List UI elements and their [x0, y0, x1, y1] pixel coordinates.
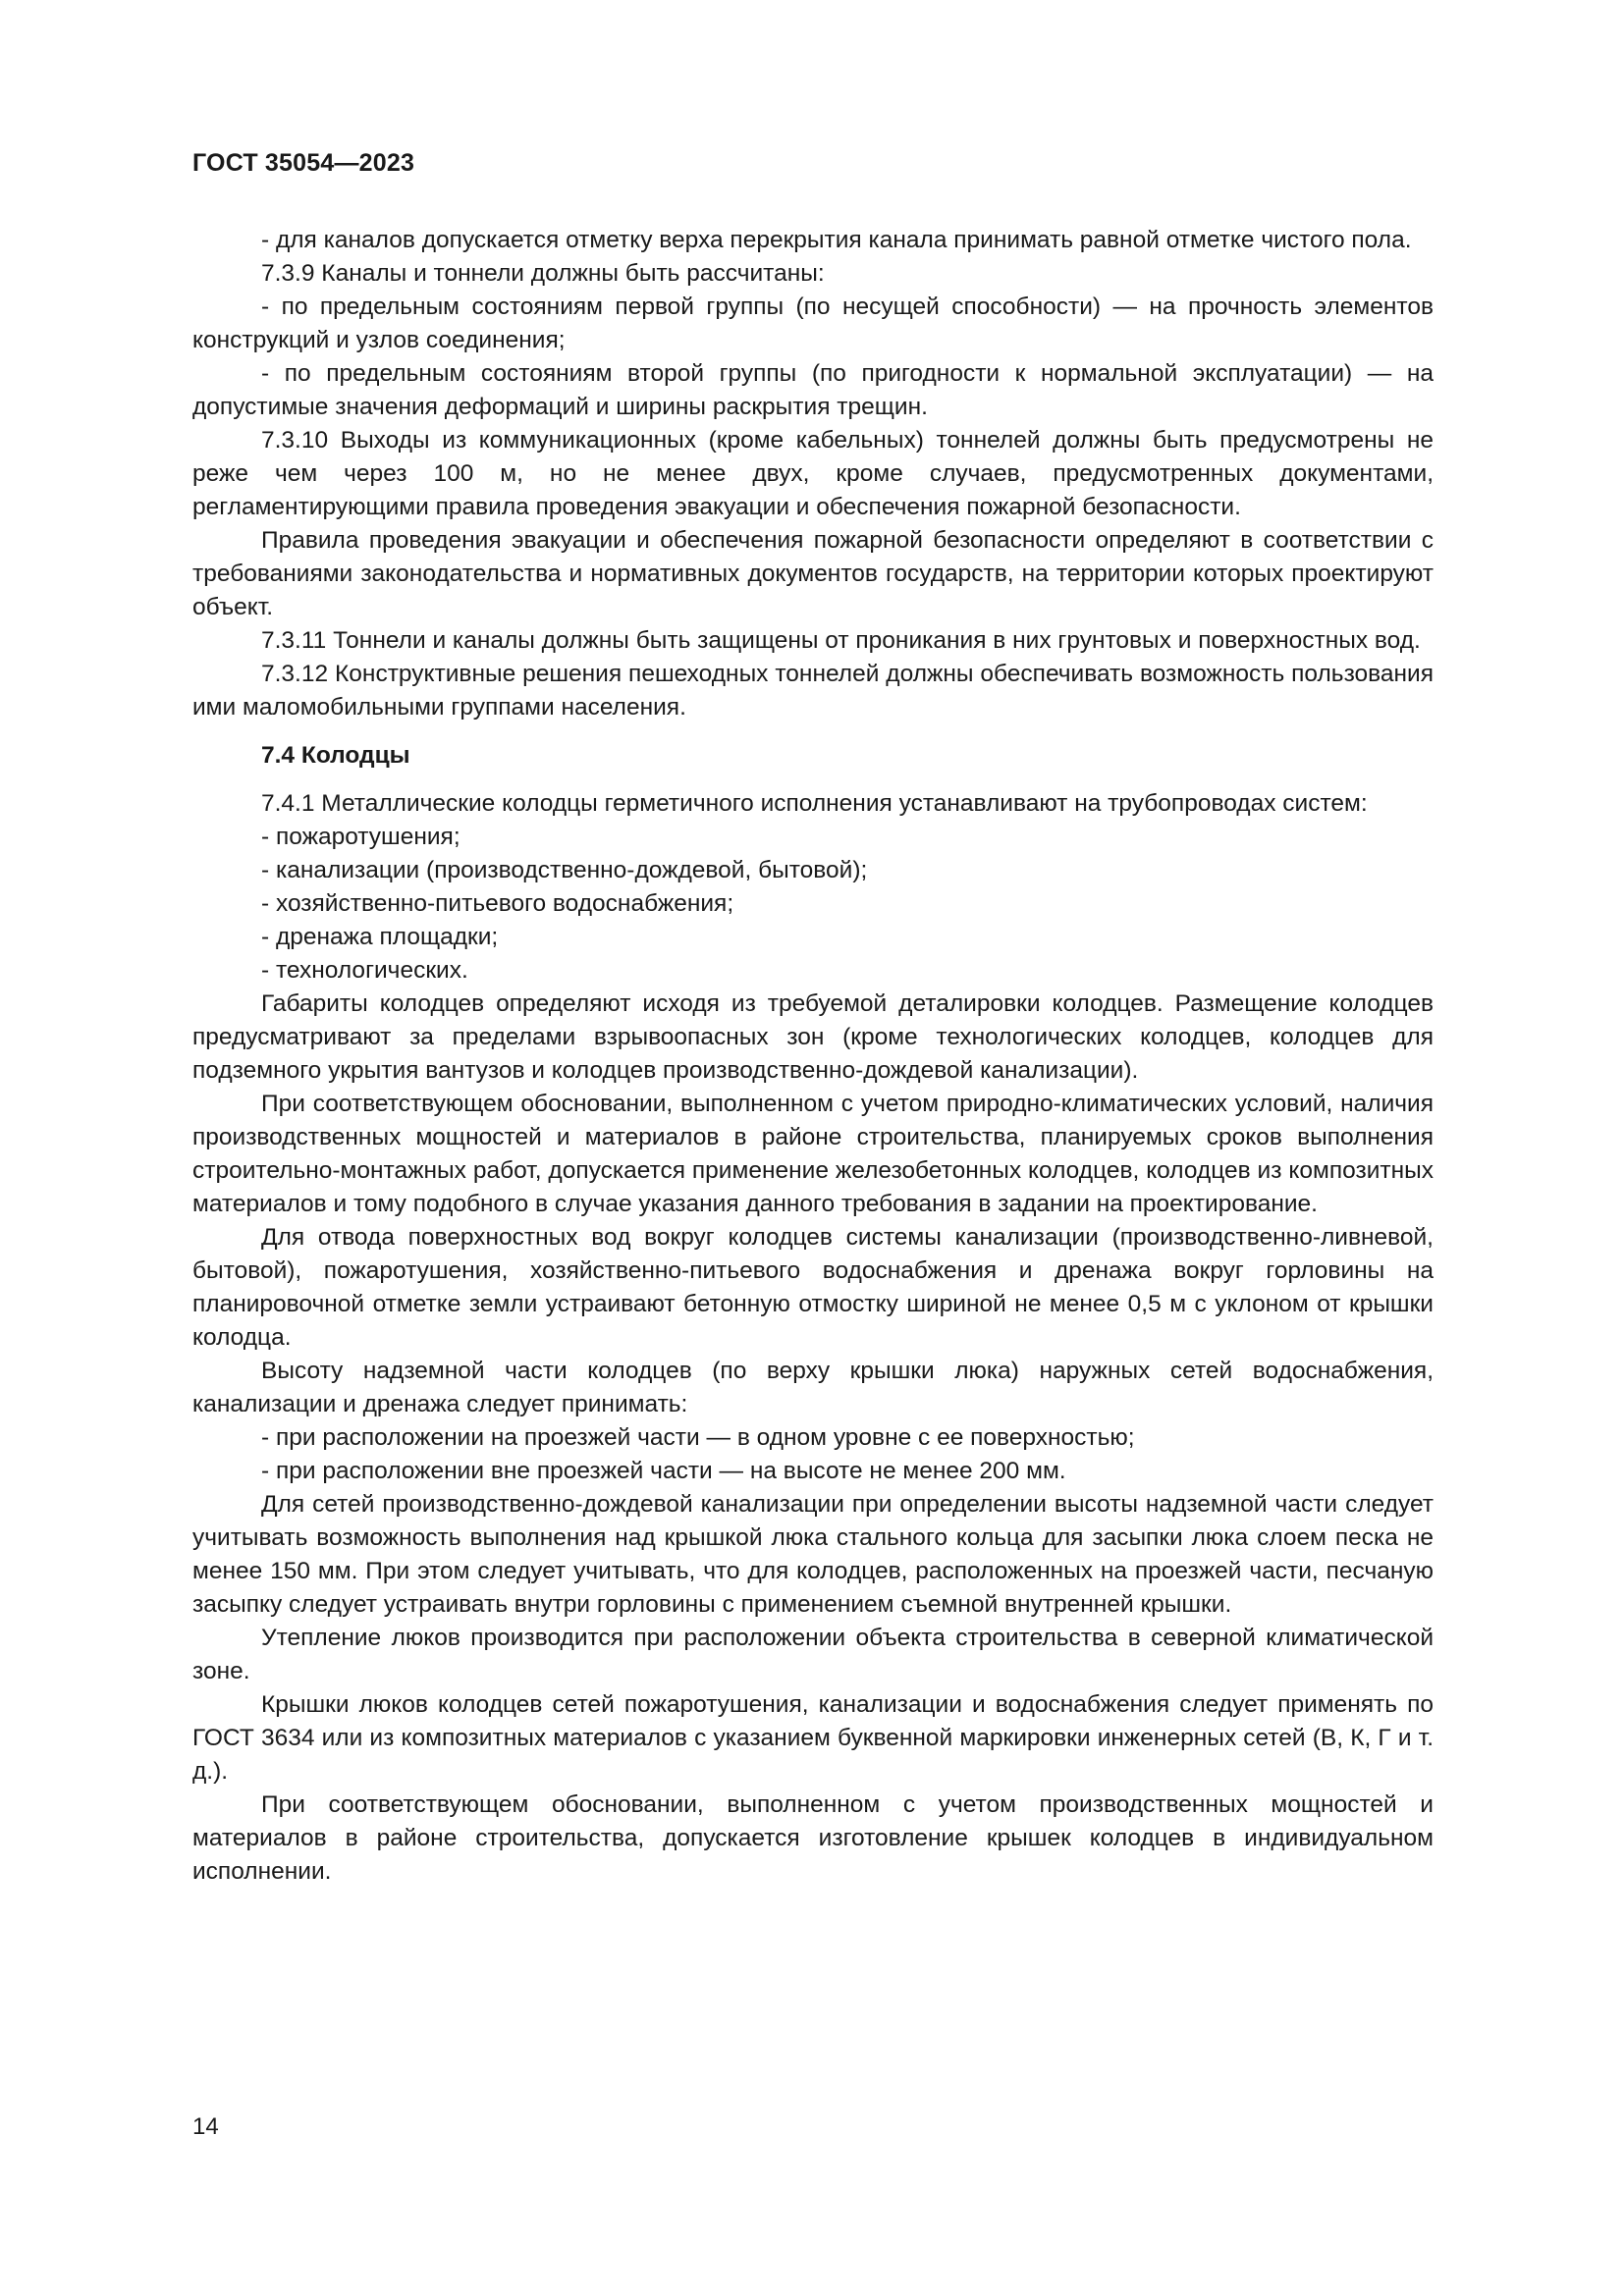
- list-item: - при расположении вне проезжей части — на высоте не менее 200 мм.: [261, 1458, 1066, 1484]
- paragraph: При соответствующем обосновании, выполненном с учетом природно-климатических условий, наличия производственных мощностей и материалов в районе строительства, планируемых сроков выполнения строительно-монтажных работ, допускается применение железобетонных колодцев, колодцев из композитных материалов и тому подобного в случае указания данного требования в задании на проектирование.: [192, 1091, 1434, 1217]
- paragraph: Правила проведения эвакуации и обеспечения пожарной безопасности определяют в соответствии с требованиями законодательства и нормативных документов государств, на территории которых проектируют объект.: [192, 527, 1434, 620]
- paragraph: 7.3.9 Каналы и тоннели должны быть рассчитаны:: [261, 260, 825, 287]
- list-item: - пожаротушения;: [261, 824, 460, 850]
- list-item: - хозяйственно-питьевого водоснабжения;: [261, 890, 734, 917]
- paragraph: Для отвода поверхностных вод вокруг колодцев системы канализации (производственно-ливневой, бытовой), пожаротушения, хозяйственно-питьевого водоснабжения и дренажа вокруг горловины на планировочной отметке земли устраивают бетонную отмостку шириной не менее 0,5 м с уклоном от крышки колодца.: [192, 1224, 1434, 1351]
- paragraph: 7.3.12 Конструктивные решения пешеходных тоннелей должны обеспечивать возможность пользования ими маломобильными группами населения.: [192, 661, 1434, 721]
- list-item: - канализации (производственно-дождевой, бытовой);: [261, 857, 868, 883]
- document-header: ГОСТ 35054—2023: [192, 149, 415, 177]
- paragraph: При соответствующем обосновании, выполненном с учетом производственных мощностей и материалов в районе строительства, допускается изготовление крышек колодцев в индивидуальном исполнении.: [192, 1791, 1434, 1885]
- section-heading: 7.4 Колодцы: [261, 742, 410, 769]
- list-item: - при расположении на проезжей части — в одном уровне с ее поверхностью;: [261, 1424, 1135, 1451]
- paragraph: Крышки люков колодцев сетей пожаротушения, канализации и водоснабжения следует применять по ГОСТ 3634 или из композитных материалов с указанием буквенной маркировки инженерных сетей (В, К, Г и т. д.).: [192, 1691, 1434, 1785]
- paragraph: Для сетей производственно-дождевой канализации при определении высоты надземной части следует учитывать возможность выполнения над крышкой люка стального кольца для засыпки люка слоем песка не менее 150 мм. При этом следует учитывать, что для колодцев, расположенных на проезжей части, песчаную засыпку следует устраивать внутри горловины с применением съемной внутренней крышки.: [192, 1491, 1434, 1618]
- paragraph: Высоту надземной части колодцев (по верху крышки люка) наружных сетей водоснабжения, канализации и дренажа следует принимать:: [192, 1358, 1434, 1417]
- document-body: [192, 224, 1434, 1889]
- paragraph: - по предельным состояниям первой группы (по несущей способности) — на прочность элементов конструкций и узлов соединения;: [192, 294, 1434, 353]
- paragraph: 7.4.1 Металлические колодцы герметичного исполнения устанавливают на трубопроводах систем:: [261, 790, 1368, 817]
- paragraph: 7.3.10 Выходы из коммуникационных (кроме кабельных) тоннелей должны быть предусмотрены не реже чем через 100 м, но не менее двух, кроме случаев, предусмотренных документами, регламентирующими правила проведения эвакуации и обеспечения пожарной безопасности.: [192, 427, 1434, 520]
- paragraph: Габариты колодцев определяют исходя из требуемой деталировки колодцев. Размещение колодцев предусматривают за пределами взрывоопасных зон (кроме технологических колодцев, колодцев для подземного укрытия вантузов и колодцев производственно-дождевой канализации).: [192, 990, 1434, 1084]
- list-item: - дренажа площадки;: [261, 924, 499, 950]
- paragraph: - для каналов допускается отметку верха перекрытия канала принимать равной отметке чистого пола.: [261, 227, 1412, 253]
- paragraph: Утепление люков производится при расположении объекта строительства в северной климатической зоне.: [192, 1625, 1434, 1684]
- page-number: 14: [192, 2113, 219, 2140]
- list-item: - технологических.: [261, 957, 468, 984]
- paragraph: - по предельным состояниям второй группы (по пригодности к нормальной эксплуатации) — на допустимые значения деформаций и ширины раскрытия трещин.: [192, 360, 1434, 420]
- paragraph: 7.3.11 Тоннели и каналы должны быть защищены от проникания в них грунтовых и поверхностных вод.: [261, 627, 1421, 654]
